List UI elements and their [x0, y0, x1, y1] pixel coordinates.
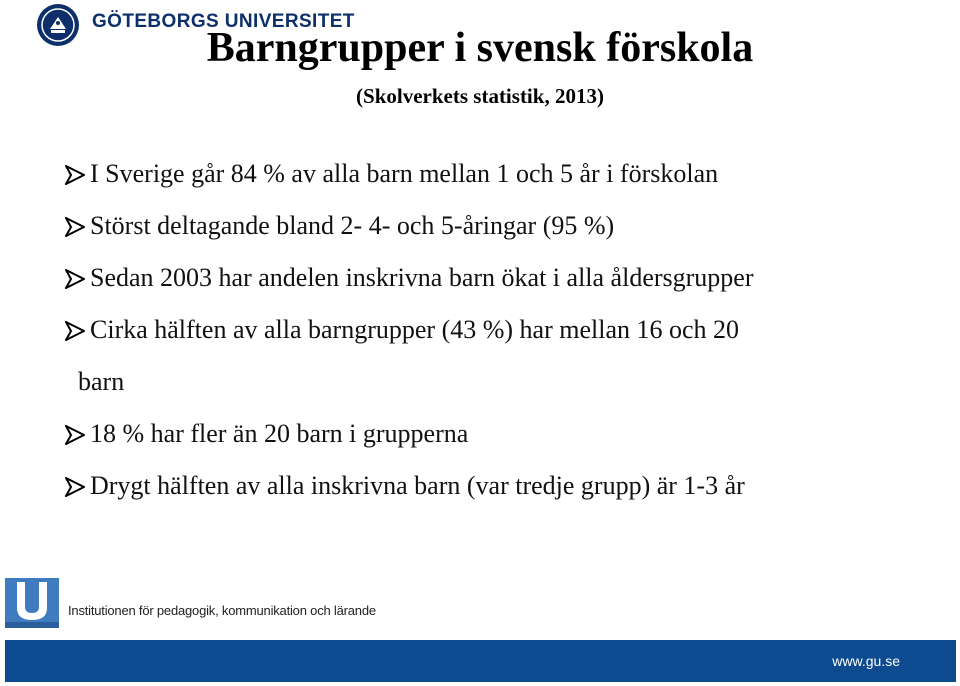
slide-title: Barngrupper i svensk förskola	[206, 25, 754, 71]
bullet-item	[64, 408, 944, 460]
arrowhead-bullet-icon	[64, 425, 86, 445]
footer-bar	[5, 640, 956, 682]
institution-name: Institutionen för pedagogik, kommunikation och lärande	[68, 603, 376, 618]
arrowhead-bullet-icon	[64, 321, 86, 341]
bullet-text: I Sverige går 84 % av alla barn mellan 1 och 5 år i förskolan	[90, 159, 719, 188]
bullet-text: Sedan 2003 har andelen inskrivna barn ökat i alla åldersgrupper	[90, 263, 754, 292]
arrowhead-bullet-icon	[64, 477, 86, 497]
bullet-item	[64, 252, 944, 304]
arrowhead-bullet-icon	[64, 165, 86, 185]
bullet-text: Drygt hälften av alla inskrivna barn (var tredje grupp) är 1-3 år	[90, 471, 745, 500]
bullet-text: Störst deltagande bland 2- 4- och 5-åringar (95 %)	[90, 211, 615, 240]
bullet-item	[64, 148, 944, 200]
university-name: GÖTEBORGS UNIVERSITET	[92, 11, 355, 32]
arrowhead-bullet-icon	[64, 269, 86, 289]
bullet-text: Cirka hälften av alla barngrupper (43 %) har mellan 16 och 20	[90, 315, 740, 344]
arrowhead-bullet-icon	[64, 217, 86, 237]
bullet-continuation	[64, 356, 944, 408]
bullet-list	[64, 148, 944, 512]
institution-logo-icon	[5, 578, 59, 628]
bullet-item	[64, 200, 944, 252]
bullet-item	[64, 304, 944, 356]
bullet-text: barn	[78, 367, 125, 396]
website-link[interactable]: www.gu.se	[832, 653, 900, 669]
bullet-item	[64, 460, 944, 512]
slide-subtitle: (Skolverkets statistik, 2013)	[356, 84, 604, 108]
bullet-text: 18 % har fler än 20 barn i grupperna	[90, 419, 469, 448]
